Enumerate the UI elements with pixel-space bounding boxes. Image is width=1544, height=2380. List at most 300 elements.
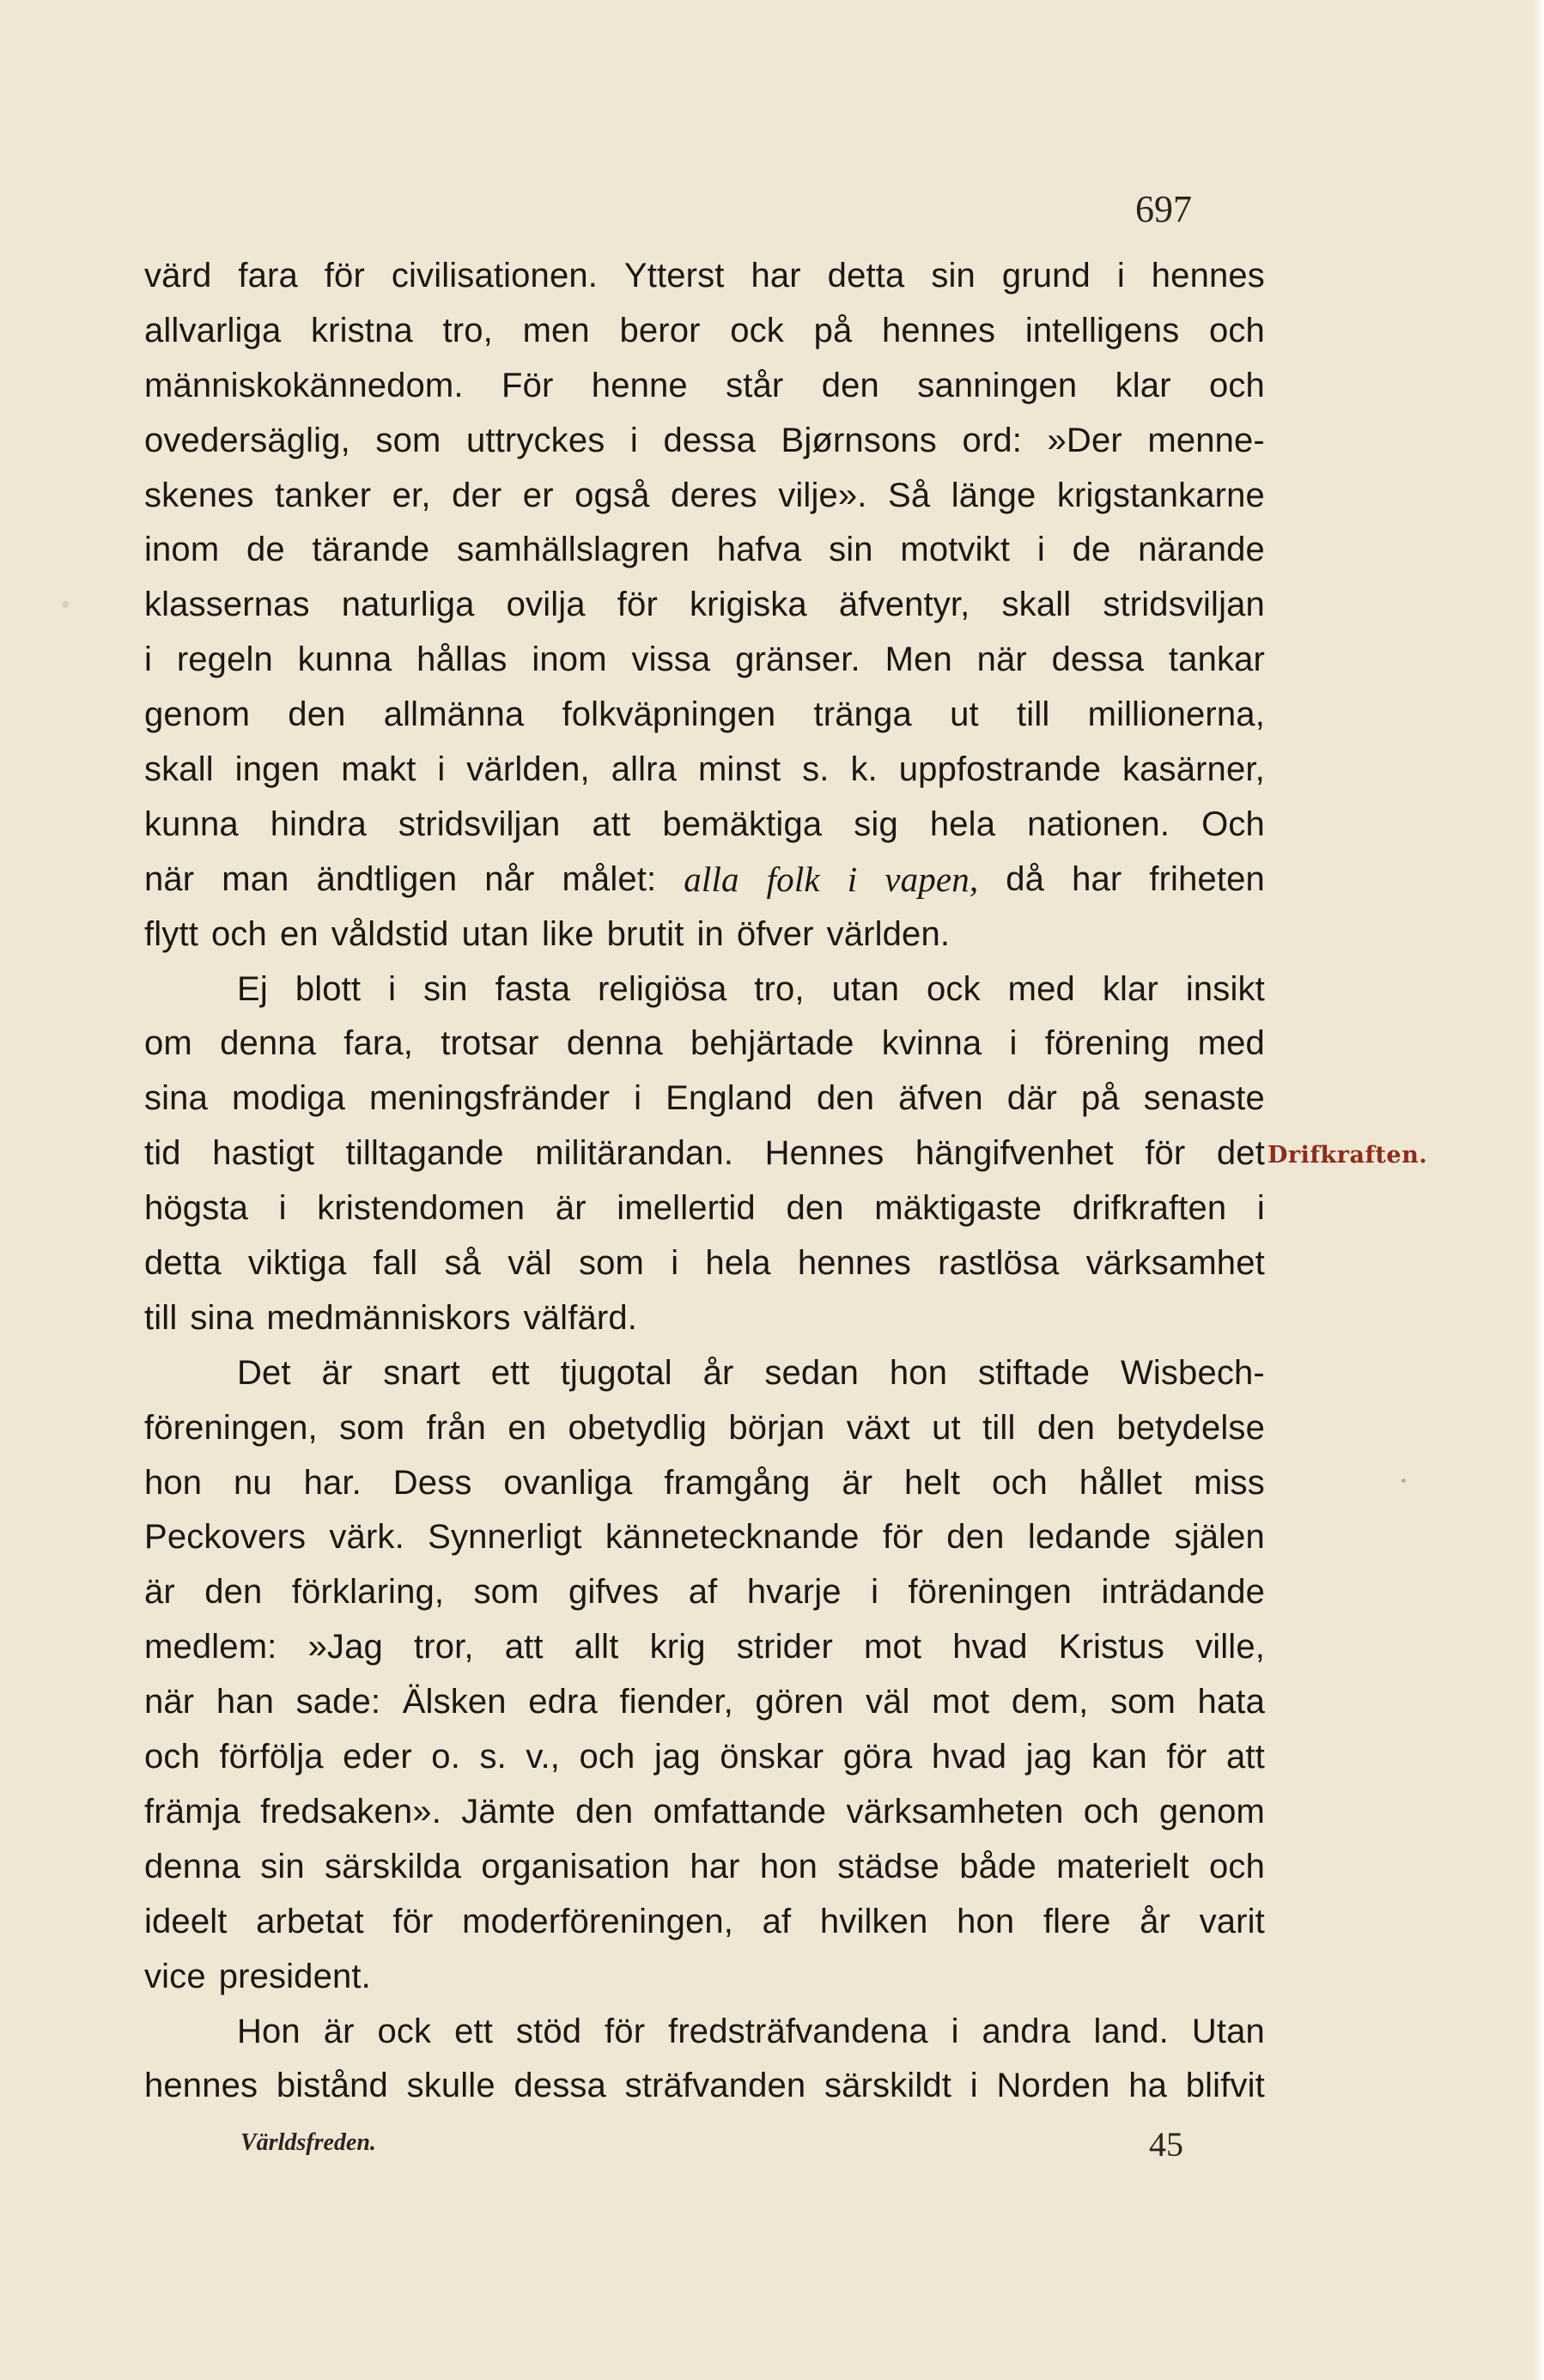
word: särskilda [325,1847,462,1885]
text-line [144,1236,1265,1291]
word: bistånd [276,2067,388,2105]
word: sade: [295,1683,381,1721]
text-line [144,1895,1265,1950]
word: eder [343,1738,412,1776]
word: detta [144,1244,222,1283]
paper-speck [1401,1478,1406,1483]
word: ovilja [506,586,586,624]
word: sanningen [917,366,1078,404]
word: och [1083,1792,1140,1831]
word: skall [1001,586,1072,624]
word: kvinna [881,1024,982,1063]
word: land. [1093,2012,1169,2050]
word: dessa [1051,641,1145,679]
word: stridsviljan [398,804,561,843]
word: då [1006,859,1045,898]
word: äfventyr, [838,586,970,624]
word: sedan [764,1353,860,1392]
italic-word: folk [766,859,820,899]
word: till [144,1298,178,1337]
word: militärandan. [535,1134,734,1173]
word: sträfvanden [624,2067,806,2105]
word: fredsaken». [260,1792,441,1831]
word: millionerna, [1087,695,1265,734]
text-line [144,469,1265,524]
word: grund [1001,257,1091,294]
word: intelligens [1024,311,1180,349]
word: till [1017,695,1050,734]
word: kunna [297,641,392,679]
word: flere [1043,1902,1111,1940]
word: så [444,1244,481,1283]
word: s. [479,1738,507,1776]
word: Ej [237,969,268,1008]
word: själen [1174,1518,1265,1557]
word: strider [736,1628,833,1667]
word: moderföreningen, [462,1902,734,1940]
word: tror, [413,1628,474,1667]
word: år [1140,1902,1170,1940]
text-line [144,688,1265,743]
word: der [452,476,502,514]
word: hon [957,1902,1015,1940]
word: hvarje [746,1573,842,1612]
word: där [1006,1079,1057,1118]
word: brutit [606,914,684,953]
word: jag [653,1738,701,1776]
word: i [1009,1024,1018,1063]
word: i [634,1079,642,1118]
word: k. [850,750,878,789]
word: in [696,914,724,953]
word: materielt [1056,1847,1189,1885]
text-line [144,743,1265,798]
word: tankar [1168,641,1265,679]
word: miss [1194,1463,1265,1502]
word: inom [532,641,607,679]
text-line [144,1181,1265,1236]
word: tro, [754,969,805,1008]
page-number: 697 [1135,188,1192,230]
word: ock [730,311,784,349]
word: vice [144,1957,206,1995]
word: klar [1102,969,1158,1008]
text-line [144,962,1265,1017]
word: uppfostrande [898,750,1102,789]
text-line [144,1291,1265,1346]
word: tränga [813,695,912,734]
word: hennes [882,311,996,349]
word: en [279,914,319,953]
word: Utan [1191,2012,1265,2050]
word: hon [144,1463,203,1502]
word: hennes [144,2067,258,2105]
word: ett [490,1353,530,1392]
word: i [871,1573,879,1612]
word: stöd [515,2012,582,2050]
word: af [688,1573,718,1612]
word: ut [932,1408,961,1447]
text-line [144,1346,1265,1401]
word: krig [649,1628,706,1667]
word: Kristus [1058,1628,1164,1667]
word: tid [144,1134,181,1173]
word: väl [508,1244,552,1283]
word: nationen. [1027,804,1170,843]
word: trotsar [441,1024,539,1063]
word: både [959,1847,1036,1885]
word: välfärd. [523,1298,638,1337]
word: kristendomen [317,1189,526,1228]
word: blifvit [1185,2067,1265,2105]
word: fara, [343,1024,414,1063]
text-line [144,578,1265,633]
word: allra [611,750,678,789]
word: stiftade [977,1353,1091,1392]
word: är [555,1189,587,1228]
word: hafva [716,531,802,569]
text-line [144,1730,1265,1785]
word: ändtligen [316,859,458,898]
word: genom [1158,1792,1265,1831]
word: denna [144,1847,240,1885]
text-line [144,359,1265,414]
word: dessa [663,421,756,459]
word: hvilken [819,1902,928,1940]
word: när [976,641,1027,679]
word: länge [951,476,1036,514]
word: naturliga [341,586,475,624]
body-text [144,249,1265,2114]
text-line [144,633,1265,688]
word: föreningen, [144,1408,318,1447]
signature-mark: 45 [1149,2125,1183,2164]
word: klar [1115,366,1171,404]
word: uttryckes [465,421,605,459]
word: utan [461,914,530,953]
word: »Der [1047,421,1122,459]
word: i [1256,1189,1265,1228]
word: andra [982,2012,1071,2050]
word: den [786,1189,844,1228]
text-line [144,2059,1265,2114]
word: henne [591,366,688,404]
word: detta [827,257,905,294]
word: religiösa [598,969,727,1008]
word: rastlösa [938,1244,1060,1283]
word: förening [1044,1024,1170,1063]
word: krigstankarne [1056,476,1265,514]
word: den [946,1518,1005,1557]
word: hängifvenhet [915,1134,1114,1173]
footer-title: Världsfreden. [240,2129,376,2156]
word: i [437,750,446,789]
word: för [617,586,658,624]
word: hennes [1151,257,1265,294]
word: tanker [275,476,372,514]
word: minst [697,750,781,789]
word: fara [238,257,298,294]
word: fasta [495,969,571,1008]
text-line [144,1620,1265,1675]
word: kan [1091,1738,1147,1776]
text-line [144,1017,1265,1072]
word: dem, [1011,1683,1089,1721]
word: hennes [797,1244,911,1283]
word: hvad [952,1628,1028,1667]
word: imellertid [617,1189,756,1228]
word: bemäktiga [662,804,823,843]
word: Så [888,476,931,514]
word: Bjørnsons [781,421,937,459]
word: denna [220,1024,317,1063]
word: världen, [466,750,590,789]
word: organisation [481,1847,671,1885]
word: hvad [931,1738,1007,1776]
word: o. [431,1738,460,1776]
word: sin [260,1847,305,1885]
word: den [816,1079,875,1118]
word: s. [802,750,830,789]
text-line [144,908,1265,962]
word: önskar [720,1738,824,1776]
word: för [605,2012,646,2050]
word: ingen [234,750,320,789]
word: inträdande [1101,1573,1265,1612]
word: öfver [736,914,814,953]
word: och [144,1738,200,1776]
word: från [426,1408,487,1447]
word: allt [574,1628,619,1667]
word: kännetecknande [605,1518,860,1557]
word: hindra [270,804,367,843]
word: hållet [1079,1463,1163,1502]
word: är [321,1353,353,1392]
word: England [666,1079,793,1118]
word: för [392,1902,434,1940]
word: och [210,914,267,953]
word: gränser. [735,641,860,679]
word: För [501,366,554,404]
word: president. [218,1957,371,1995]
word: början [728,1408,825,1447]
word: også [574,476,650,514]
word: är [323,2012,355,2050]
word: kunna [144,804,239,843]
text-line [144,2005,1265,2060]
word: skulle [406,2067,495,2105]
word: sig [854,804,898,843]
word: mot [932,1683,990,1721]
text-line [144,1510,1265,1565]
word: tärande [312,531,430,569]
word: har. [303,1463,362,1502]
word: skall [144,750,214,789]
italic-word: alla [684,859,739,899]
word: hastigt [212,1134,315,1173]
word: ideelt [144,1902,228,1940]
word: att [592,804,631,843]
page-edge [1532,0,1544,2380]
text-line [144,1675,1265,1730]
word: för [324,257,365,294]
word: sin [829,531,873,569]
word: värk. [329,1518,404,1557]
word: makt [341,750,416,789]
word: är [842,1463,873,1502]
word: ville, [1195,1628,1265,1667]
word: tro, [442,311,493,349]
word: medmänniskors [266,1298,511,1337]
word: om [144,1024,192,1063]
word: hon [889,1353,948,1392]
word: Men [884,641,952,679]
word: i [1036,531,1045,569]
word: menne- [1147,421,1265,459]
word: samhällslagren [456,531,690,569]
word: blott [295,969,362,1008]
word: hela [929,804,996,843]
word: i [671,1244,679,1283]
word: framgång [664,1463,811,1502]
text-line [144,523,1265,578]
word: som [473,1573,539,1612]
word: med [1197,1024,1265,1063]
word: Det [237,1353,291,1392]
word: stridsviljan [1103,586,1265,624]
word: mot [864,1628,922,1667]
word: senaste [1143,1079,1265,1118]
word: värksamhet [1085,1244,1265,1283]
text-line [144,414,1265,469]
word: friheten [1149,859,1265,898]
word: obetydlig [568,1408,708,1447]
word: föreningen [908,1573,1073,1612]
word: för [1145,1134,1186,1173]
word: värksamheten [846,1792,1064,1831]
text-line [144,1785,1265,1840]
word: denna [566,1024,663,1063]
text-line [144,304,1265,359]
word: ut [950,695,979,734]
text-line [144,1072,1265,1126]
word: på [1080,1079,1120,1118]
italic-word: i [847,859,858,899]
word: Peckovers [144,1518,307,1557]
word: förfölja [219,1738,324,1776]
word: fall [373,1244,418,1283]
word: har [751,257,801,294]
word: han [216,1683,275,1721]
word: sin [931,257,976,294]
word: i [278,1189,287,1228]
word: förklaring, [291,1573,445,1612]
word: når [484,859,535,898]
word: Och [1201,804,1265,843]
word: de [1072,531,1111,569]
word: när [144,1683,195,1721]
word: kristna [311,311,413,349]
word: v., [526,1738,561,1776]
word: helt [904,1463,961,1502]
word: att [504,1628,544,1667]
word: står [726,366,784,404]
word: men [522,311,590,349]
word: har [1072,859,1122,898]
word: som [339,1408,405,1447]
word: beror [619,311,701,349]
word: det [1216,1134,1265,1173]
word: ovedersäglig, [144,421,350,459]
word: i [951,2012,959,2050]
word: viktiga [247,1244,347,1283]
word: medlem: [144,1628,277,1667]
word: ock [927,969,981,1008]
word: jag [1025,1738,1073,1776]
word: skenes [144,476,254,514]
text-line [144,249,1265,304]
margin-note: Drifkraften. [1267,1142,1428,1169]
word: i [1116,257,1125,294]
word: Ytterst [623,257,725,294]
word: och [991,1463,1048,1502]
word: betydelse [1116,1408,1265,1447]
word: Jämte [461,1792,556,1831]
word: med [1007,969,1075,1008]
word: Hon [237,2012,301,2050]
word: högsta [144,1189,248,1228]
word: som [578,1244,644,1283]
word: modiga [231,1079,346,1118]
word: närande [1138,531,1265,569]
word: man [222,859,289,898]
word: vilje». [778,476,867,514]
text-line [144,1840,1265,1895]
word: ock [377,2012,432,2050]
word: vissa [631,641,711,679]
word: i [388,969,397,1008]
word: som [375,421,441,459]
word: hela [705,1244,771,1283]
word: den [1036,1408,1096,1447]
word: sina [190,1298,254,1337]
word: människokännedom. [144,366,464,404]
word: genom [144,695,251,734]
word: har [690,1847,740,1885]
word: drifkraften [1072,1189,1227,1228]
word: hon [759,1847,818,1885]
word: sina [144,1079,208,1118]
word: och [579,1738,635,1776]
text-line [144,1401,1265,1456]
word: behjärtade [690,1024,854,1063]
paper-speck [62,601,69,608]
word: Dess [392,1463,472,1502]
word: insikt [1185,969,1265,1008]
word: snart [383,1353,460,1392]
word: dessa [514,2067,606,2105]
word: för [1166,1738,1207,1776]
word: deres [670,476,757,514]
word: folkväpningen [562,695,776,734]
word: och [1209,311,1265,349]
word: målet: [562,859,657,898]
word: omfattande [653,1792,827,1831]
word: utan [831,969,900,1008]
word: regeln [176,641,273,679]
word: som [1109,1683,1176,1721]
text-line [144,1126,1265,1181]
